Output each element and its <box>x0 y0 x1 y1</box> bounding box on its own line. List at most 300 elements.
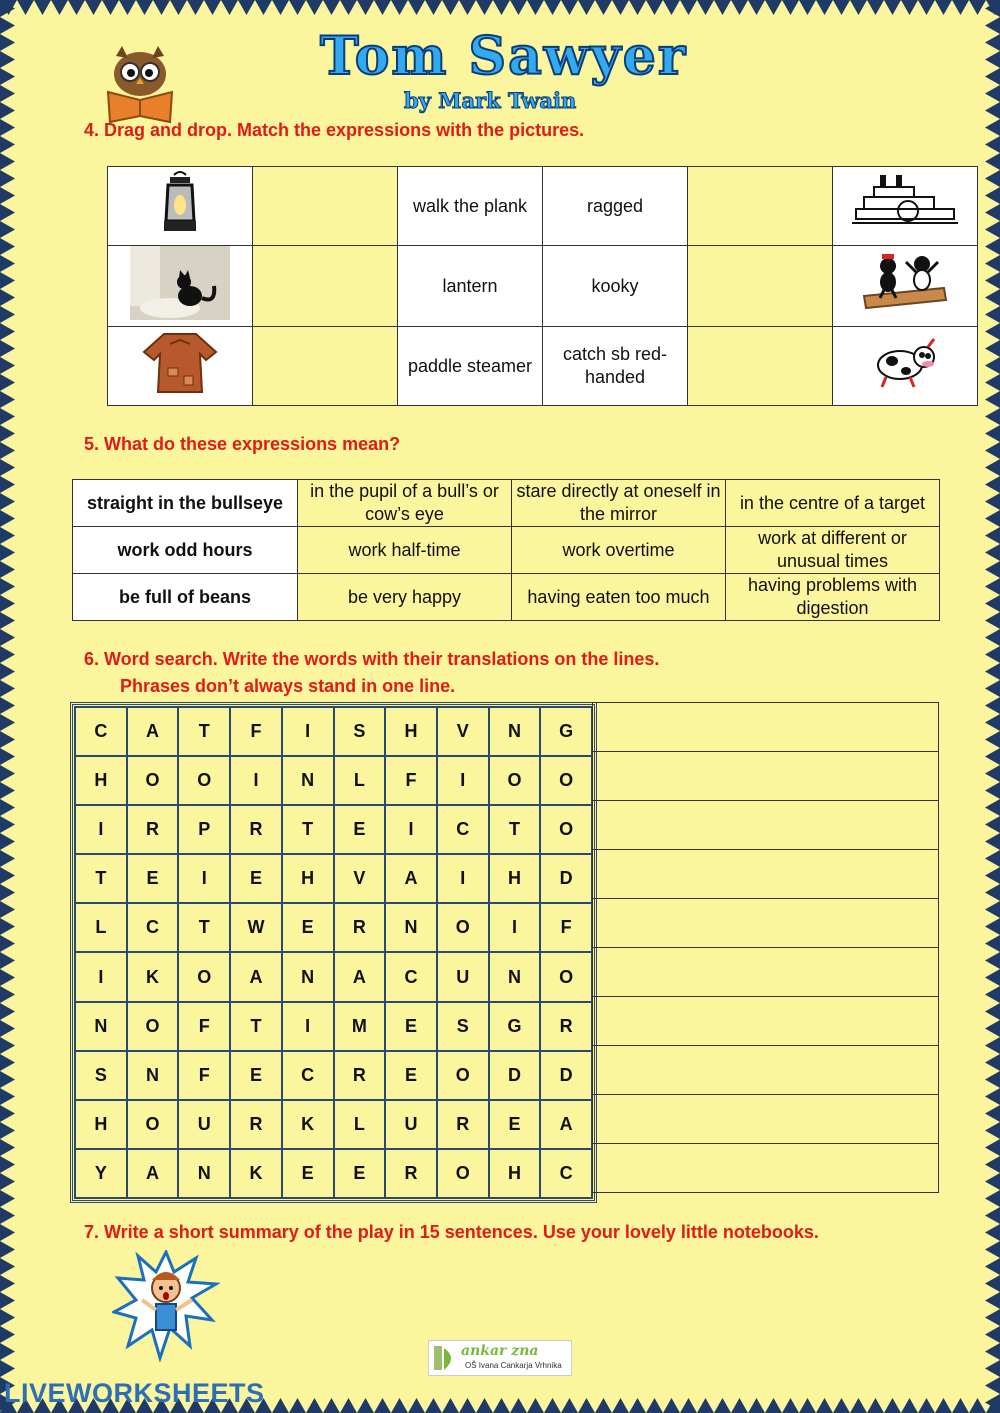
border-triangle <box>0 408 15 425</box>
grid-cell[interactable]: R <box>436 1099 490 1150</box>
grid-cell[interactable]: I <box>74 951 128 1002</box>
grid-cell[interactable]: H <box>384 706 438 757</box>
border-triangle <box>985 85 1000 102</box>
border-triangle <box>985 986 1000 1003</box>
border-triangle <box>0 340 15 357</box>
grid-cell[interactable]: H <box>488 1148 542 1199</box>
border-triangle <box>0 782 15 799</box>
ragged-coat-icon <box>140 330 220 396</box>
grid-cell[interactable]: K <box>126 951 180 1002</box>
answer-line[interactable] <box>592 1143 939 1193</box>
grid-cell[interactable]: O <box>126 1001 180 1052</box>
option-cell[interactable]: work half-time <box>298 527 512 574</box>
grid-cell[interactable]: O <box>177 951 231 1002</box>
border-triangle <box>0 1309 15 1326</box>
grid-cell[interactable]: N <box>384 902 438 953</box>
grid-cell[interactable]: E <box>126 853 180 904</box>
border-triangle <box>952 0 969 15</box>
school-stamp <box>428 1340 572 1376</box>
border-triangle <box>0 34 15 51</box>
grid-cell[interactable]: G <box>539 706 593 757</box>
border-triangle <box>0 51 15 68</box>
border-triangle <box>985 442 1000 459</box>
grid-cell[interactable]: T <box>281 804 335 855</box>
grid-cell[interactable]: T <box>177 706 231 757</box>
border-triangle <box>765 1398 782 1413</box>
grid-cell[interactable]: O <box>488 755 542 806</box>
border-triangle <box>985 1054 1000 1071</box>
border-triangle <box>985 459 1000 476</box>
border-triangle <box>527 0 544 15</box>
border-triangle <box>985 357 1000 374</box>
grid-cell[interactable]: I <box>281 1001 335 1052</box>
grid-cell[interactable]: K <box>229 1148 283 1199</box>
grid-cell[interactable]: E <box>281 902 335 953</box>
grid-cell[interactable]: R <box>333 902 387 953</box>
border-triangle <box>985 1224 1000 1241</box>
border-triangle <box>0 884 15 901</box>
grid-cell[interactable]: V <box>333 853 387 904</box>
border-triangle <box>985 1275 1000 1292</box>
border-triangle <box>985 748 1000 765</box>
border-triangle <box>0 612 15 629</box>
border-triangle <box>985 663 1000 680</box>
drop-zone[interactable] <box>688 246 833 327</box>
border-triangle <box>918 1398 935 1413</box>
grid-cell[interactable]: C <box>436 804 490 855</box>
border-triangle <box>595 0 612 15</box>
table-row <box>108 327 978 406</box>
border-triangle <box>510 1398 527 1413</box>
border-triangle <box>0 1207 15 1224</box>
border-triangle <box>985 51 1000 68</box>
option-cell[interactable]: having problems with digestion <box>726 574 940 621</box>
grid-cell[interactable]: N <box>74 1001 128 1052</box>
border-triangle <box>985 1071 1000 1088</box>
border-triangle <box>340 0 357 15</box>
grid-cell[interactable]: E <box>281 1148 335 1199</box>
grid-cell[interactable]: F <box>177 1001 231 1052</box>
answer-line[interactable] <box>592 1045 939 1094</box>
border-triangle <box>985 1156 1000 1173</box>
border-triangle <box>985 799 1000 816</box>
border-triangle <box>985 527 1000 544</box>
border-triangle <box>0 1258 15 1275</box>
border-triangle <box>119 0 136 15</box>
grid-cell[interactable]: G <box>488 1001 542 1052</box>
grid-cell[interactable]: I <box>436 755 490 806</box>
border-triangle <box>697 0 714 15</box>
grid-cell[interactable]: N <box>177 1148 231 1199</box>
border-triangle <box>884 1398 901 1413</box>
grid-cell[interactable]: D <box>539 853 593 904</box>
border-triangle <box>867 0 884 15</box>
border-triangle <box>952 1398 969 1413</box>
border-triangle <box>612 1398 629 1413</box>
border-triangle <box>0 918 15 935</box>
grid-cell[interactable]: U <box>384 1099 438 1150</box>
grid-cell[interactable]: R <box>126 804 180 855</box>
grid-cell[interactable]: O <box>436 1148 490 1199</box>
border-triangle <box>680 1398 697 1413</box>
grid-cell[interactable]: N <box>281 951 335 1002</box>
task5-heading: 5. What do these expressions mean? <box>84 434 401 454</box>
grid-cell[interactable]: D <box>488 1050 542 1101</box>
border-triangle <box>985 935 1000 952</box>
border-triangle <box>748 1398 765 1413</box>
border-triangle <box>985 646 1000 663</box>
border-triangle <box>782 0 799 15</box>
border-triangle <box>0 374 15 391</box>
answer-line[interactable] <box>592 751 939 800</box>
border-triangle <box>985 221 1000 238</box>
drop-zone[interactable] <box>253 327 398 406</box>
grid-cell[interactable]: S <box>436 1001 490 1052</box>
option-cell[interactable]: in the pupil of a bull’s or cow’s eye <box>298 480 512 527</box>
grid-cell[interactable]: H <box>74 755 128 806</box>
grid-cell[interactable]: O <box>539 804 593 855</box>
border-triangle <box>0 1275 15 1292</box>
border-triangle <box>544 1398 561 1413</box>
border-triangle <box>985 391 1000 408</box>
stamp-school: OŠ Ivana Cankarja Vrhnika <box>465 1361 562 1370</box>
border-triangle <box>985 1003 1000 1020</box>
grid-cell[interactable]: O <box>436 1050 490 1101</box>
border-triangle <box>0 153 15 170</box>
border-triangle <box>629 1398 646 1413</box>
border-triangle <box>0 748 15 765</box>
grid-cell[interactable]: I <box>281 706 335 757</box>
grid-cell[interactable]: T <box>74 853 128 904</box>
border-triangle <box>901 0 918 15</box>
border-triangle <box>0 629 15 646</box>
border-triangle <box>646 1398 663 1413</box>
grid-cell[interactable]: F <box>539 902 593 953</box>
grid-cell[interactable]: E <box>384 1001 438 1052</box>
grid-cell[interactable]: T <box>229 1001 283 1052</box>
border-triangle <box>985 1292 1000 1309</box>
grid-cell[interactable]: P <box>177 804 231 855</box>
border-triangle <box>629 0 646 15</box>
border-triangle <box>714 1398 731 1413</box>
border-triangle <box>0 663 15 680</box>
grid-cell[interactable]: H <box>281 853 335 904</box>
border-triangle <box>985 323 1000 340</box>
grid-cell[interactable]: M <box>333 1001 387 1052</box>
border-triangle <box>985 1309 1000 1326</box>
border-triangle <box>510 0 527 15</box>
border-triangle <box>985 901 1000 918</box>
border-triangle <box>306 1398 323 1413</box>
border-triangle <box>0 1088 15 1105</box>
border-triangle <box>0 1360 15 1377</box>
grid-cell[interactable]: R <box>229 1099 283 1150</box>
option-cell[interactable]: work overtime <box>512 527 726 574</box>
grid-cell[interactable]: U <box>177 1099 231 1150</box>
grid-cell[interactable]: C <box>126 902 180 953</box>
border-triangle <box>985 272 1000 289</box>
grid-cell[interactable]: O <box>539 951 593 1002</box>
grid-cell[interactable]: I <box>488 902 542 953</box>
border-triangle <box>0 272 15 289</box>
answer-line[interactable] <box>592 849 939 898</box>
grid-cell[interactable]: V <box>436 706 490 757</box>
border-triangle <box>985 629 1000 646</box>
grid-cell[interactable]: F <box>384 755 438 806</box>
answer-line[interactable] <box>592 800 939 849</box>
border-triangle <box>985 17 1000 34</box>
border-triangle <box>985 1139 1000 1156</box>
grid-cell[interactable]: I <box>74 804 128 855</box>
border-triangle <box>985 1326 1000 1343</box>
border-triangle <box>985 731 1000 748</box>
grid-cell[interactable]: E <box>488 1099 542 1150</box>
option-cell[interactable]: having eaten too much <box>512 574 726 621</box>
grid-cell[interactable]: O <box>436 902 490 953</box>
grid-cell[interactable]: E <box>229 1050 283 1101</box>
expression-card[interactable]: kooky <box>543 246 688 327</box>
grid-cell[interactable]: C <box>281 1050 335 1101</box>
grid-cell[interactable]: L <box>333 755 387 806</box>
grid-cell[interactable]: L <box>333 1099 387 1150</box>
border-triangle <box>527 1398 544 1413</box>
drop-zone[interactable] <box>688 327 833 406</box>
drop-zone[interactable] <box>253 246 398 327</box>
border-triangle <box>985 680 1000 697</box>
border-triangle <box>0 510 15 527</box>
grid-cell[interactable]: C <box>74 706 128 757</box>
border-triangle <box>985 850 1000 867</box>
border-triangle <box>833 0 850 15</box>
border-triangle <box>901 1398 918 1413</box>
grid-cell[interactable]: L <box>74 902 128 953</box>
grid-cell[interactable]: T <box>177 902 231 953</box>
kooky-cow-icon <box>870 335 940 391</box>
border-triangle <box>985 340 1000 357</box>
border-triangle <box>985 1377 1000 1394</box>
border-triangle <box>442 0 459 15</box>
border-triangle <box>663 0 680 15</box>
border-triangle <box>391 1398 408 1413</box>
grid-cell[interactable]: H <box>74 1099 128 1150</box>
border-triangle <box>0 425 15 442</box>
border-triangle <box>985 255 1000 272</box>
grid-cell[interactable]: D <box>539 1050 593 1101</box>
grid-cell[interactable]: A <box>384 853 438 904</box>
option-cell[interactable]: stare directly at oneself in the mirror <box>512 480 726 527</box>
grid-cell[interactable]: I <box>384 804 438 855</box>
expression-card[interactable]: paddle steamer <box>398 327 543 406</box>
border-triangle <box>0 238 15 255</box>
grid-cell[interactable]: N <box>488 951 542 1002</box>
grid-cell[interactable]: F <box>177 1050 231 1101</box>
border-triangle <box>985 510 1000 527</box>
grid-cell[interactable]: A <box>229 951 283 1002</box>
expression-card[interactable]: ragged <box>543 167 688 246</box>
border-triangle <box>850 1398 867 1413</box>
border-triangle <box>187 0 204 15</box>
border-triangle <box>0 544 15 561</box>
grid-cell[interactable]: R <box>333 1050 387 1101</box>
grid-cell[interactable]: R <box>539 1001 593 1052</box>
answer-line[interactable] <box>592 996 939 1045</box>
border-triangle <box>985 476 1000 493</box>
grid-cell[interactable]: W <box>229 902 283 953</box>
grid-cell[interactable]: A <box>126 1148 180 1199</box>
grid-cell[interactable]: C <box>539 1148 593 1199</box>
border-triangle <box>68 0 85 15</box>
answer-line[interactable] <box>592 947 939 996</box>
grid-cell[interactable]: E <box>229 853 283 904</box>
border-triangle <box>0 459 15 476</box>
border-triangle <box>985 1258 1000 1275</box>
grid-cell[interactable]: A <box>126 706 180 757</box>
border-triangle <box>0 187 15 204</box>
grid-cell[interactable]: A <box>333 951 387 1002</box>
grid-cell[interactable]: T <box>488 804 542 855</box>
option-cell[interactable]: in the centre of a target <box>726 480 940 527</box>
task6-heading: 6. Word search. Write the words with their translations on the lines. <box>84 649 660 669</box>
lantern-icon <box>160 169 200 237</box>
table-row <box>73 574 940 621</box>
border-triangle <box>985 561 1000 578</box>
border-triangle <box>884 0 901 15</box>
grid-cell[interactable]: E <box>333 804 387 855</box>
border-triangle <box>0 255 15 272</box>
border-triangle <box>985 170 1000 187</box>
grid-cell[interactable]: R <box>384 1148 438 1199</box>
grid-cell[interactable]: E <box>384 1050 438 1101</box>
border-triangle <box>0 136 15 153</box>
border-triangle <box>680 0 697 15</box>
border-triangle <box>0 1020 15 1037</box>
border-triangle <box>833 1398 850 1413</box>
border-triangle <box>493 0 510 15</box>
expression-card[interactable]: catch sb red-handed <box>543 327 688 406</box>
border-triangle <box>374 1398 391 1413</box>
border-triangle <box>0 1156 15 1173</box>
grid-cell[interactable]: R <box>229 804 283 855</box>
grid-cell[interactable]: I <box>229 755 283 806</box>
border-triangle <box>323 1398 340 1413</box>
border-triangle <box>425 0 442 15</box>
border-triangle <box>0 476 15 493</box>
expression-card[interactable]: lantern <box>398 246 543 327</box>
grid-cell[interactable]: E <box>333 1148 387 1199</box>
border-triangle <box>985 816 1000 833</box>
border-triangle <box>985 612 1000 629</box>
grid-cell[interactable]: I <box>436 853 490 904</box>
option-cell[interactable]: work at different or unusual times <box>726 527 940 574</box>
border-triangle <box>0 204 15 221</box>
grid-cell[interactable]: F <box>229 706 283 757</box>
border-triangle <box>0 1037 15 1054</box>
grid-cell[interactable]: O <box>177 755 231 806</box>
expression-card[interactable]: walk the plank <box>398 167 543 246</box>
border-triangle <box>476 0 493 15</box>
border-triangle <box>985 884 1000 901</box>
grid-cell[interactable]: A <box>539 1099 593 1150</box>
border-triangle <box>0 323 15 340</box>
surprised-boy-icon <box>112 1250 220 1362</box>
grid-cell[interactable]: O <box>126 1099 180 1150</box>
border-triangle <box>0 1224 15 1241</box>
border-triangle <box>357 1398 374 1413</box>
grid-cell[interactable]: S <box>333 706 387 757</box>
border-triangle <box>646 0 663 15</box>
border-triangle <box>0 527 15 544</box>
border-triangle <box>0 731 15 748</box>
page-subtitle: by Mark Twain <box>404 88 577 113</box>
grid-cell[interactable]: N <box>281 755 335 806</box>
word-search-grid <box>70 702 597 1203</box>
border-triangle <box>0 170 15 187</box>
border-triangle <box>204 0 221 15</box>
grid-cell[interactable]: I <box>177 853 231 904</box>
grid-cell[interactable]: H <box>488 853 542 904</box>
grid-cell[interactable]: N <box>488 706 542 757</box>
border-triangle <box>0 850 15 867</box>
border-triangle <box>0 561 15 578</box>
answer-line[interactable] <box>592 898 939 947</box>
border-triangle <box>544 0 561 15</box>
border-triangle <box>985 153 1000 170</box>
border-triangle <box>221 0 238 15</box>
stamp-emblem-icon <box>432 1344 458 1372</box>
option-cell[interactable]: be very happy <box>298 574 512 621</box>
border-triangle <box>0 1241 15 1258</box>
grid-cell[interactable]: O <box>126 755 180 806</box>
answer-line[interactable] <box>592 702 939 751</box>
grid-cell[interactable]: Y <box>74 1148 128 1199</box>
matching-table <box>107 166 978 406</box>
border-triangle <box>0 578 15 595</box>
task6-subheading: Phrases don’t always stand in one line. <box>120 676 456 696</box>
border-triangle <box>493 1398 510 1413</box>
border-triangle <box>17 0 34 15</box>
grid-cell[interactable]: C <box>384 951 438 1002</box>
border-triangle <box>0 1173 15 1190</box>
border-triangle <box>985 68 1000 85</box>
grid-cell[interactable]: U <box>436 951 490 1002</box>
border-triangle <box>748 0 765 15</box>
border-triangle <box>51 0 68 15</box>
drop-zone[interactable] <box>688 167 833 246</box>
border-triangle <box>985 119 1000 136</box>
border-triangle <box>578 0 595 15</box>
grid-cell[interactable]: N <box>126 1050 180 1101</box>
border-triangle <box>985 1190 1000 1207</box>
border-triangle <box>731 0 748 15</box>
border-triangle <box>985 187 1000 204</box>
grid-cell[interactable]: K <box>281 1099 335 1150</box>
border-triangle <box>0 833 15 850</box>
answer-line[interactable] <box>592 1094 939 1143</box>
border-triangle <box>985 34 1000 51</box>
liveworksheets-logo[interactable]: LIVEWORKSHEETS <box>4 1378 265 1408</box>
drop-zone[interactable] <box>253 167 398 246</box>
grid-cell[interactable]: O <box>539 755 593 806</box>
grid-cell[interactable]: S <box>74 1050 128 1101</box>
border-triangle <box>0 85 15 102</box>
border-triangle <box>459 1398 476 1413</box>
border-triangle <box>85 0 102 15</box>
border-triangle <box>561 1398 578 1413</box>
border-triangle <box>985 1037 1000 1054</box>
table-row <box>73 527 940 574</box>
border-triangle <box>985 544 1000 561</box>
border-triangle <box>985 306 1000 323</box>
